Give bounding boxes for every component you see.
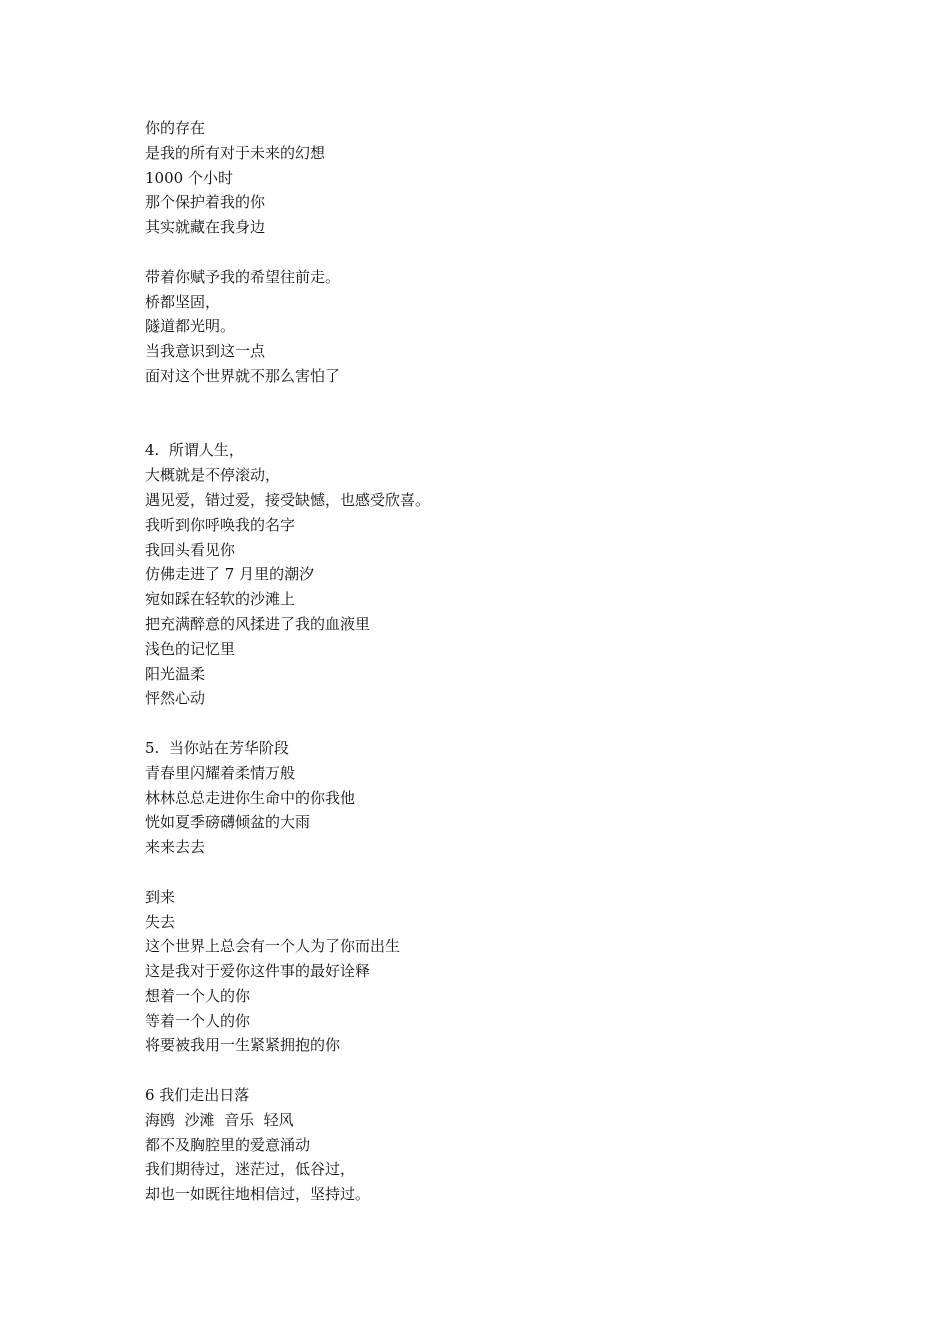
text-line: 桥都坚固， bbox=[145, 292, 221, 311]
text-line: 你的存在 bbox=[145, 119, 206, 137]
text-line: 到来 bbox=[145, 887, 176, 906]
blank-line bbox=[145, 711, 845, 736]
text-line: 当我意识到这一点 bbox=[145, 342, 266, 361]
document-body bbox=[145, 116, 845, 1207]
text-line: 遇见爱，错过爱，接受缺憾，也感受欣喜。 bbox=[145, 490, 431, 509]
text-line: 面对这个世界就不那么害怕了 bbox=[145, 366, 341, 385]
text-line: 浅色的记忆里 bbox=[145, 639, 236, 658]
text-line: 失去 bbox=[145, 912, 176, 931]
text-line: 宛如踩在轻软的沙滩上 bbox=[145, 590, 296, 609]
section-heading-4: 4. 所谓人生， bbox=[145, 441, 244, 460]
text-line: 那个保护着我的你 bbox=[145, 193, 266, 212]
text-line: 却也一如既往地相信过，坚持过。 bbox=[145, 1185, 371, 1204]
text-line: 我听到你呼唤我的名字 bbox=[145, 515, 296, 534]
blank-line bbox=[145, 389, 845, 439]
blank-line bbox=[145, 860, 845, 885]
text-line: 想着一个人的你 bbox=[145, 986, 251, 1005]
text-line: 隧道都光明。 bbox=[145, 317, 236, 336]
text-line: 怦然心动 bbox=[145, 689, 206, 708]
section-heading-6: 6 我们走出日落 bbox=[145, 1086, 250, 1105]
text-line: 是我的所有对于未来的幻想 bbox=[145, 143, 326, 162]
text-line: 我们期待过，迷茫过，低谷过， bbox=[145, 1160, 356, 1179]
text-line: 等着一个人的你 bbox=[145, 1011, 251, 1030]
text-line: 仿佛走进了 7 月里的潮汐 bbox=[145, 565, 315, 584]
text-line: 来来去去 bbox=[145, 838, 206, 857]
text-line: 其实就藏在我身边 bbox=[145, 218, 266, 237]
text-line: 带着你赋予我的希望往前走。 bbox=[145, 267, 341, 286]
text-line: 大概就是不停滚动， bbox=[145, 466, 281, 485]
text-line: 恍如夏季磅礴倾盆的大雨 bbox=[145, 813, 311, 832]
text-line: 阳光温柔 bbox=[145, 664, 206, 683]
text-line: 将要被我用一生紧紧拥抱的你 bbox=[145, 1036, 341, 1055]
text-line: 青春里闪耀着柔情万般 bbox=[145, 763, 296, 782]
text-line: 林林总总走进你生命中的你我他 bbox=[145, 788, 356, 807]
text-line: 1000 个小时 bbox=[145, 168, 233, 187]
blank-line bbox=[145, 1058, 845, 1083]
text-line: 把充满醉意的风揉进了我的血液里 bbox=[145, 614, 371, 633]
text-line: 海鸥 沙滩 音乐 轻风 bbox=[145, 1110, 294, 1129]
text-line: 我回头看见你 bbox=[145, 540, 236, 559]
blank-line bbox=[145, 240, 845, 265]
text-line: 这个世界上总会有一个人为了你而出生 bbox=[145, 937, 401, 956]
text-line: 这是我对于爱你这件事的最好诠释 bbox=[145, 962, 371, 981]
text-line: 都不及胸腔里的爱意涌动 bbox=[145, 1135, 311, 1154]
section-heading-5: 5. 当你站在芳华阶段 bbox=[145, 738, 289, 757]
